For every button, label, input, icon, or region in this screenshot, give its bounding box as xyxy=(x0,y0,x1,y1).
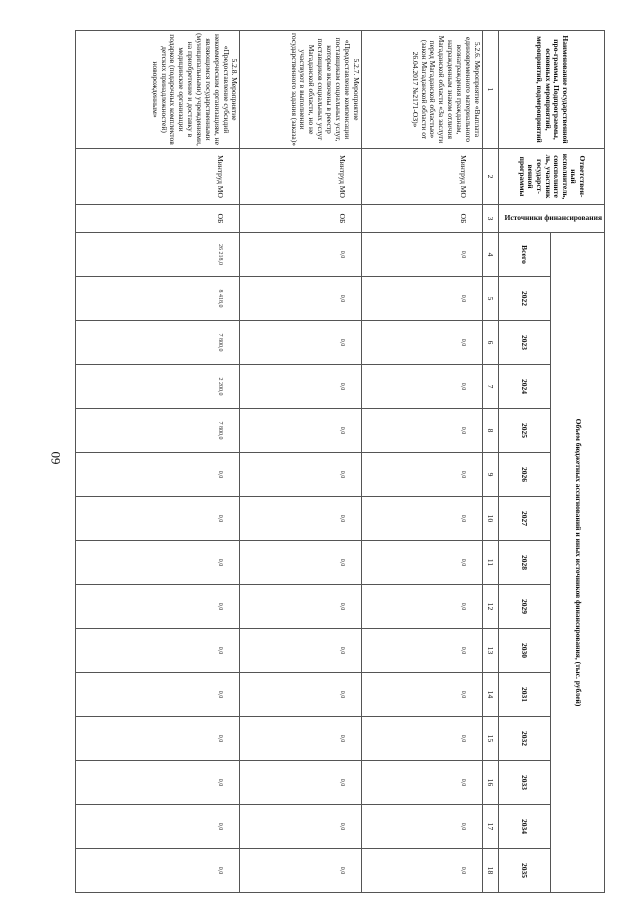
value-cell: 0,0 xyxy=(240,805,361,849)
header-source xyxy=(499,205,605,233)
value-cell: 7 800,0 xyxy=(76,409,240,453)
financing-table-rotated xyxy=(75,30,605,878)
value-cell: 0,0 xyxy=(240,233,361,277)
header-year: 2027 xyxy=(499,497,551,541)
row-source: ОБ xyxy=(240,205,361,233)
value-cell: 0,0 xyxy=(240,453,361,497)
column-number: 9 xyxy=(482,453,498,497)
value-cell: 0,0 xyxy=(76,805,240,849)
value-cell: 0,0 xyxy=(361,409,482,453)
table-row xyxy=(361,31,482,893)
row-executor: Минтруд МО xyxy=(240,149,361,205)
value-cell: 0,0 xyxy=(361,321,482,365)
value-cell: 0,0 xyxy=(76,761,240,805)
row-source: ОБ xyxy=(361,205,482,233)
value-cell: 0,0 xyxy=(240,717,361,761)
value-cell: 0,0 xyxy=(240,585,361,629)
column-number: 17 xyxy=(482,805,498,849)
value-cell: 0,0 xyxy=(361,541,482,585)
column-number: 12 xyxy=(482,585,498,629)
row-name: 5.2.6. Мероприятие «Выплата единовременного материального вознаграждения гражданам, награжденным знаком отличия Магаданской области «За заслуги перед Магаданской областью» (закон Магаданской области от 26.04.2017 №2171-ОЗ)» xyxy=(361,31,482,149)
column-number: 2 xyxy=(482,149,498,205)
header-financing-group: Объем бюджетных ассигнований и иных источников финансирования, (тыс. рублей) xyxy=(550,233,604,893)
header-year: 2031 xyxy=(499,673,551,717)
value-cell: 0,0 xyxy=(361,673,482,717)
value-cell: 0,0 xyxy=(240,541,361,585)
value-cell: 8 418,0 xyxy=(76,277,240,321)
value-cell: 0,0 xyxy=(361,277,482,321)
column-number: 11 xyxy=(482,541,498,585)
header-year: 2028 xyxy=(499,541,551,585)
value-cell: 0,0 xyxy=(76,849,240,893)
header-year: 2030 xyxy=(499,629,551,673)
value-cell: 0,0 xyxy=(240,761,361,805)
column-number: 4 xyxy=(482,233,498,277)
column-number: 13 xyxy=(482,629,498,673)
table-row xyxy=(240,31,361,893)
value-cell: 0,0 xyxy=(361,717,482,761)
header-year: 2035 xyxy=(499,849,551,893)
value-cell: 0,0 xyxy=(361,805,482,849)
header-year: 2024 xyxy=(499,365,551,409)
header-year: 2023 xyxy=(499,321,551,365)
column-number: 3 xyxy=(482,205,498,233)
row-name: 5.2.7. Мероприятие «Предоставление компенсации поставщикам социальных услуг, которые включены в реестр поставщиков социальных услуг Магаданской области, но не участвуют в выполнении государственного задания (заказа)» xyxy=(240,31,361,149)
financing-table xyxy=(75,30,605,893)
value-cell: 0,0 xyxy=(240,321,361,365)
value-cell: 0,0 xyxy=(240,673,361,717)
column-number: 10 xyxy=(482,497,498,541)
value-cell: 0,0 xyxy=(240,497,361,541)
value-cell: 0,0 xyxy=(76,497,240,541)
header-year: 2032 xyxy=(499,717,551,761)
value-cell: 0,0 xyxy=(361,453,482,497)
column-number: 1 xyxy=(482,31,498,149)
value-cell: 0,0 xyxy=(76,673,240,717)
column-number: 16 xyxy=(482,761,498,805)
value-cell: 0,0 xyxy=(76,453,240,497)
header-executor: Ответствен-ный исполнитель, соисполните ль, участник государст-венной программы xyxy=(499,149,605,205)
column-number: 6 xyxy=(482,321,498,365)
value-cell: 0,0 xyxy=(361,365,482,409)
column-number: 14 xyxy=(482,673,498,717)
value-cell: 0,0 xyxy=(240,629,361,673)
row-executor: Минтруд МО xyxy=(361,149,482,205)
header-year: 2026 xyxy=(499,453,551,497)
header-source-label: Источники финансирования xyxy=(504,213,602,223)
value-cell: 0,0 xyxy=(76,717,240,761)
value-cell: 0,0 xyxy=(76,541,240,585)
value-cell: 0,0 xyxy=(361,233,482,277)
row-executor: Минтруд МО xyxy=(76,149,240,205)
header-year: 2033 xyxy=(499,761,551,805)
row-source: ОБ xyxy=(76,205,240,233)
row-name: 5.2.8. Мероприятие «Предоставление субсидий некоммерческим организациям, не являющимся государственными (муниципальными) учреждениями, на приобретение и доставку в медицинские организации подарков (подарочных комплектов детских принадлежностей) новорожденным» xyxy=(76,31,240,149)
table-row xyxy=(76,31,240,893)
value-cell: 0,0 xyxy=(240,849,361,893)
column-number: 7 xyxy=(482,365,498,409)
value-cell: 0,0 xyxy=(240,409,361,453)
value-cell: 0,0 xyxy=(76,585,240,629)
value-cell: 0,0 xyxy=(76,629,240,673)
value-cell: 7 800,0 xyxy=(76,321,240,365)
header-year: 2029 xyxy=(499,585,551,629)
header-year: 2034 xyxy=(499,805,551,849)
value-cell: 2 200,0 xyxy=(76,365,240,409)
column-number: 5 xyxy=(482,277,498,321)
header-year: 2025 xyxy=(499,409,551,453)
column-number: 15 xyxy=(482,717,498,761)
value-cell: 0,0 xyxy=(361,585,482,629)
header-name: Наименование государственной про-граммы, Подпрограммы, основных мероприятий, мероприятий, подмероприятий xyxy=(499,31,605,149)
value-cell: 0,0 xyxy=(361,497,482,541)
column-number: 8 xyxy=(482,409,498,453)
column-number: 18 xyxy=(482,849,498,893)
value-cell: 0,0 xyxy=(361,761,482,805)
value-cell: 0,0 xyxy=(240,365,361,409)
page-number: 60 xyxy=(48,451,63,465)
value-cell: 0,0 xyxy=(361,629,482,673)
value-cell: 0,0 xyxy=(361,849,482,893)
value-cell: 0,0 xyxy=(240,277,361,321)
header-year: 2022 xyxy=(499,277,551,321)
header-total: Всего xyxy=(499,233,551,277)
value-cell: 26 218,0 xyxy=(76,233,240,277)
